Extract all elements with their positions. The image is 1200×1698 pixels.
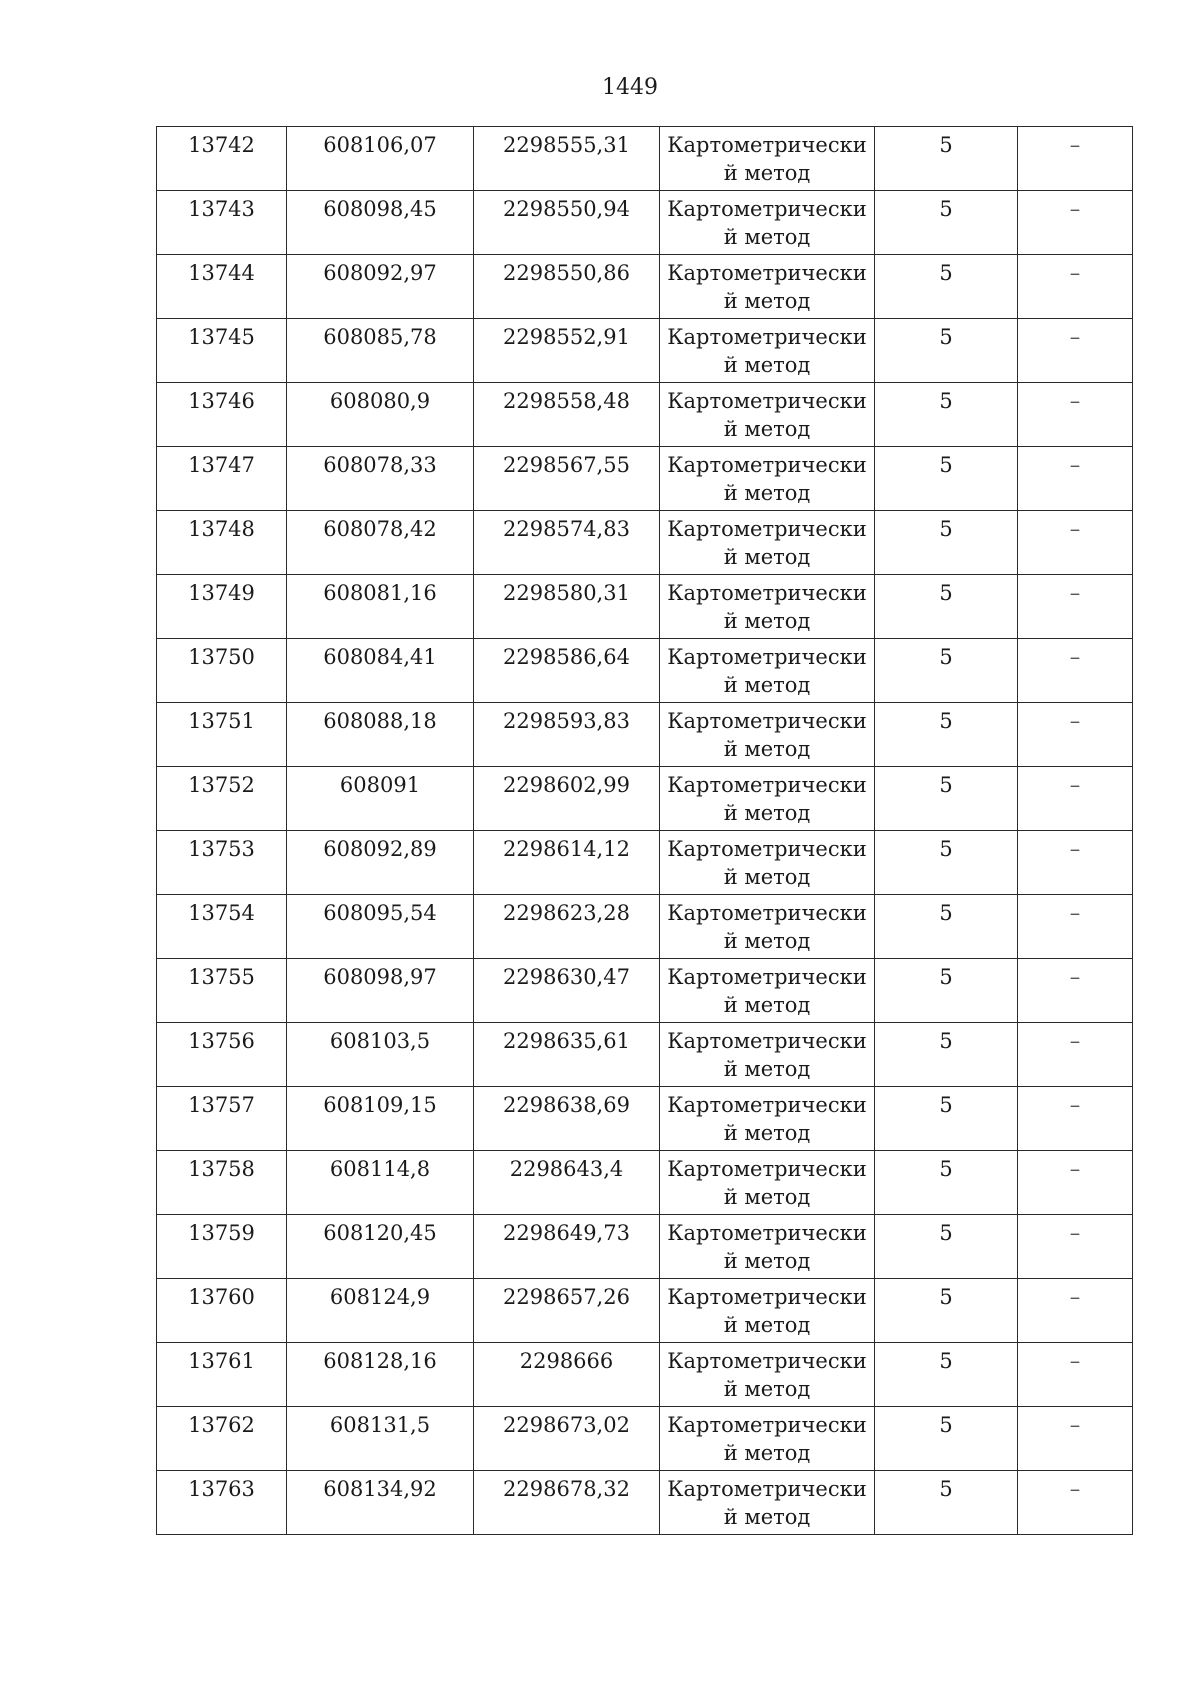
y-coordinate-cell <box>474 447 660 511</box>
x-coordinate-cell <box>287 831 474 895</box>
x-coordinate-cell <box>287 1215 474 1279</box>
note-cell-text: – <box>1069 837 1081 861</box>
accuracy-cell-text: 5 <box>939 1029 953 1053</box>
y-coordinate-cell-text: 2298593,83 <box>503 709 630 733</box>
point-number-cell-text: 13751 <box>188 709 255 733</box>
point-number-cell <box>157 831 287 895</box>
point-number-cell-text: 13744 <box>188 261 255 285</box>
note-cell-text: – <box>1069 1221 1081 1245</box>
table-row <box>157 959 1133 1023</box>
x-coordinate-cell <box>287 575 474 639</box>
method-cell-text: Картометрически й метод <box>667 261 867 313</box>
accuracy-cell-text: 5 <box>939 1349 953 1373</box>
point-number-cell-text: 13757 <box>188 1093 255 1117</box>
x-coordinate-cell <box>287 767 474 831</box>
x-coordinate-cell <box>287 511 474 575</box>
method-cell <box>660 1343 875 1407</box>
note-cell <box>1018 127 1133 191</box>
table-row <box>157 1279 1133 1343</box>
note-cell <box>1018 447 1133 511</box>
point-number-cell-text: 13755 <box>188 965 255 989</box>
note-cell-text: – <box>1069 197 1081 221</box>
note-cell <box>1018 703 1133 767</box>
accuracy-cell <box>875 319 1018 383</box>
accuracy-cell <box>875 959 1018 1023</box>
table-row <box>157 383 1133 447</box>
x-coordinate-cell <box>287 1151 474 1215</box>
point-number-cell-text: 13756 <box>188 1029 255 1053</box>
note-cell-text: – <box>1069 1285 1081 1309</box>
y-coordinate-cell <box>474 767 660 831</box>
note-cell <box>1018 831 1133 895</box>
x-coordinate-cell-text: 608095,54 <box>323 901 437 925</box>
table-row <box>157 831 1133 895</box>
x-coordinate-cell-text: 608092,97 <box>323 261 437 285</box>
point-number-cell-text: 13753 <box>188 837 255 861</box>
point-number-cell-text: 13748 <box>188 517 255 541</box>
accuracy-cell-text: 5 <box>939 389 953 413</box>
table-row <box>157 319 1133 383</box>
point-number-cell <box>157 1151 287 1215</box>
y-coordinate-cell-text: 2298552,91 <box>503 325 630 349</box>
method-cell <box>660 575 875 639</box>
x-coordinate-cell-text: 608098,45 <box>323 197 437 221</box>
x-coordinate-cell-text: 608085,78 <box>323 325 437 349</box>
point-number-cell <box>157 1215 287 1279</box>
note-cell-text: – <box>1069 1157 1081 1181</box>
point-number-cell <box>157 1023 287 1087</box>
x-coordinate-cell <box>287 255 474 319</box>
x-coordinate-cell <box>287 959 474 1023</box>
accuracy-cell <box>875 1215 1018 1279</box>
note-cell-text: – <box>1069 1029 1081 1053</box>
accuracy-cell-text: 5 <box>939 1413 953 1437</box>
y-coordinate-cell <box>474 1215 660 1279</box>
accuracy-cell-text: 5 <box>939 1285 953 1309</box>
x-coordinate-cell <box>287 1087 474 1151</box>
y-coordinate-cell <box>474 1471 660 1535</box>
y-coordinate-cell <box>474 1151 660 1215</box>
method-cell-text: Картометрически й метод <box>667 581 867 633</box>
x-coordinate-cell <box>287 1279 474 1343</box>
point-number-cell <box>157 383 287 447</box>
method-cell <box>660 191 875 255</box>
point-number-cell-text: 13745 <box>188 325 255 349</box>
y-coordinate-cell <box>474 511 660 575</box>
accuracy-cell-text: 5 <box>939 709 953 733</box>
accuracy-cell-text: 5 <box>939 261 953 285</box>
point-number-cell <box>157 895 287 959</box>
note-cell <box>1018 1023 1133 1087</box>
point-number-cell-text: 13747 <box>188 453 255 477</box>
method-cell-text: Картометрически й метод <box>667 1157 867 1209</box>
accuracy-cell-text: 5 <box>939 1093 953 1117</box>
method-cell-text: Картометрически й метод <box>667 197 867 249</box>
y-coordinate-cell-text: 2298657,26 <box>503 1285 630 1309</box>
method-cell <box>660 383 875 447</box>
table-row <box>157 447 1133 511</box>
accuracy-cell <box>875 1023 1018 1087</box>
coordinates-table-body <box>157 127 1133 1535</box>
method-cell-text: Картометрически й метод <box>667 1285 867 1337</box>
x-coordinate-cell-text: 608078,33 <box>323 453 437 477</box>
table-row <box>157 1343 1133 1407</box>
accuracy-cell-text: 5 <box>939 1157 953 1181</box>
method-cell <box>660 639 875 703</box>
table-row <box>157 255 1133 319</box>
y-coordinate-cell-text: 2298558,48 <box>503 389 630 413</box>
x-coordinate-cell-text: 608088,18 <box>323 709 437 733</box>
accuracy-cell <box>875 127 1018 191</box>
table-row <box>157 1407 1133 1471</box>
point-number-cell <box>157 511 287 575</box>
x-coordinate-cell <box>287 1471 474 1535</box>
y-coordinate-cell-text: 2298614,12 <box>503 837 630 861</box>
x-coordinate-cell-text: 608078,42 <box>323 517 437 541</box>
point-number-cell-text: 13750 <box>188 645 255 669</box>
table-row <box>157 1151 1133 1215</box>
y-coordinate-cell-text: 2298678,32 <box>503 1477 630 1501</box>
x-coordinate-cell <box>287 703 474 767</box>
accuracy-cell <box>875 639 1018 703</box>
x-coordinate-cell <box>287 319 474 383</box>
x-coordinate-cell <box>287 191 474 255</box>
y-coordinate-cell <box>474 959 660 1023</box>
point-number-cell <box>157 703 287 767</box>
accuracy-cell <box>875 255 1018 319</box>
point-number-cell-text: 13752 <box>188 773 255 797</box>
x-coordinate-cell <box>287 639 474 703</box>
method-cell-text: Картометрически й метод <box>667 133 867 185</box>
method-cell-text: Картометрически й метод <box>667 837 867 889</box>
accuracy-cell <box>875 1471 1018 1535</box>
accuracy-cell <box>875 895 1018 959</box>
point-number-cell <box>157 1279 287 1343</box>
point-number-cell <box>157 255 287 319</box>
method-cell <box>660 1151 875 1215</box>
point-number-cell-text: 13743 <box>188 197 255 221</box>
y-coordinate-cell-text: 2298666 <box>519 1349 614 1373</box>
note-cell-text: – <box>1069 965 1081 989</box>
method-cell-text: Картометрически й метод <box>667 709 867 761</box>
x-coordinate-cell-text: 608092,89 <box>323 837 437 861</box>
y-coordinate-cell <box>474 1087 660 1151</box>
accuracy-cell-text: 5 <box>939 645 953 669</box>
accuracy-cell <box>875 1087 1018 1151</box>
y-coordinate-cell-text: 2298567,55 <box>503 453 630 477</box>
accuracy-cell-text: 5 <box>939 773 953 797</box>
note-cell-text: – <box>1069 261 1081 285</box>
point-number-cell <box>157 575 287 639</box>
note-cell-text: – <box>1069 1349 1081 1373</box>
x-coordinate-cell-text: 608103,5 <box>329 1029 431 1053</box>
x-coordinate-cell-text: 608109,15 <box>323 1093 437 1117</box>
accuracy-cell-text: 5 <box>939 901 953 925</box>
table-row <box>157 1023 1133 1087</box>
y-coordinate-cell <box>474 703 660 767</box>
accuracy-cell-text: 5 <box>939 453 953 477</box>
note-cell <box>1018 511 1133 575</box>
method-cell-text: Картометрически й метод <box>667 1093 867 1145</box>
y-coordinate-cell <box>474 575 660 639</box>
method-cell <box>660 1279 875 1343</box>
note-cell-text: – <box>1069 1413 1081 1437</box>
y-coordinate-cell <box>474 383 660 447</box>
x-coordinate-cell-text: 608131,5 <box>329 1413 431 1437</box>
point-number-cell <box>157 1471 287 1535</box>
x-coordinate-cell-text: 608098,97 <box>323 965 437 989</box>
note-cell-text: – <box>1069 133 1081 157</box>
y-coordinate-cell-text: 2298602,99 <box>503 773 630 797</box>
y-coordinate-cell-text: 2298635,61 <box>503 1029 630 1053</box>
y-coordinate-cell <box>474 1407 660 1471</box>
point-number-cell <box>157 447 287 511</box>
method-cell <box>660 1215 875 1279</box>
y-coordinate-cell-text: 2298630,47 <box>503 965 630 989</box>
point-number-cell-text: 13758 <box>188 1157 255 1181</box>
note-cell <box>1018 1407 1133 1471</box>
method-cell <box>660 511 875 575</box>
x-coordinate-cell <box>287 1407 474 1471</box>
accuracy-cell <box>875 511 1018 575</box>
y-coordinate-cell-text: 2298623,28 <box>503 901 630 925</box>
point-number-cell-text: 13763 <box>188 1477 255 1501</box>
y-coordinate-cell <box>474 1343 660 1407</box>
method-cell <box>660 255 875 319</box>
point-number-cell <box>157 767 287 831</box>
accuracy-cell <box>875 1343 1018 1407</box>
table-row <box>157 127 1133 191</box>
y-coordinate-cell <box>474 639 660 703</box>
method-cell <box>660 447 875 511</box>
note-cell-text: – <box>1069 645 1081 669</box>
x-coordinate-cell-text: 608134,92 <box>323 1477 437 1501</box>
y-coordinate-cell-text: 2298586,64 <box>503 645 630 669</box>
point-number-cell <box>157 639 287 703</box>
note-cell <box>1018 255 1133 319</box>
x-coordinate-cell <box>287 895 474 959</box>
method-cell-text: Картометрически й метод <box>667 773 867 825</box>
method-cell <box>660 1087 875 1151</box>
x-coordinate-cell <box>287 1023 474 1087</box>
point-number-cell-text: 13749 <box>188 581 255 605</box>
method-cell-text: Картометрически й метод <box>667 1413 867 1465</box>
y-coordinate-cell-text: 2298649,73 <box>503 1221 630 1245</box>
coordinates-table <box>156 126 1133 1535</box>
page-number: 1449 <box>602 75 658 100</box>
accuracy-cell <box>875 447 1018 511</box>
method-cell <box>660 1023 875 1087</box>
x-coordinate-cell <box>287 447 474 511</box>
y-coordinate-cell <box>474 255 660 319</box>
accuracy-cell-text: 5 <box>939 197 953 221</box>
note-cell <box>1018 1279 1133 1343</box>
x-coordinate-cell-text: 608084,41 <box>323 645 437 669</box>
point-number-cell-text: 13761 <box>188 1349 255 1373</box>
y-coordinate-cell <box>474 1023 660 1087</box>
method-cell <box>660 767 875 831</box>
method-cell <box>660 127 875 191</box>
accuracy-cell <box>875 831 1018 895</box>
accuracy-cell-text: 5 <box>939 325 953 349</box>
note-cell <box>1018 383 1133 447</box>
point-number-cell <box>157 127 287 191</box>
y-coordinate-cell-text: 2298580,31 <box>503 581 630 605</box>
accuracy-cell <box>875 1407 1018 1471</box>
note-cell <box>1018 959 1133 1023</box>
note-cell-text: – <box>1069 517 1081 541</box>
note-cell-text: – <box>1069 901 1081 925</box>
x-coordinate-cell <box>287 1343 474 1407</box>
point-number-cell <box>157 1407 287 1471</box>
accuracy-cell <box>875 1151 1018 1215</box>
note-cell-text: – <box>1069 389 1081 413</box>
note-cell <box>1018 191 1133 255</box>
accuracy-cell-text: 5 <box>939 1477 953 1501</box>
method-cell-text: Картометрически й метод <box>667 325 867 377</box>
point-number-cell <box>157 319 287 383</box>
note-cell-text: – <box>1069 1477 1081 1501</box>
point-number-cell-text: 13762 <box>188 1413 255 1437</box>
note-cell <box>1018 1471 1133 1535</box>
method-cell <box>660 1407 875 1471</box>
y-coordinate-cell-text: 2298574,83 <box>503 517 630 541</box>
accuracy-cell <box>875 767 1018 831</box>
note-cell-text: – <box>1069 453 1081 477</box>
y-coordinate-cell-text: 2298555,31 <box>503 133 630 157</box>
accuracy-cell <box>875 1279 1018 1343</box>
y-coordinate-cell <box>474 1279 660 1343</box>
table-row <box>157 511 1133 575</box>
y-coordinate-cell <box>474 127 660 191</box>
method-cell <box>660 319 875 383</box>
point-number-cell <box>157 191 287 255</box>
table-row <box>157 767 1133 831</box>
table-row <box>157 575 1133 639</box>
table-row <box>157 895 1133 959</box>
accuracy-cell <box>875 191 1018 255</box>
point-number-cell-text: 13742 <box>188 133 255 157</box>
note-cell <box>1018 575 1133 639</box>
table-row <box>157 639 1133 703</box>
method-cell-text: Картометрически й метод <box>667 453 867 505</box>
accuracy-cell-text: 5 <box>939 1221 953 1245</box>
y-coordinate-cell-text: 2298638,69 <box>503 1093 630 1117</box>
x-coordinate-cell-text: 608128,16 <box>323 1349 437 1373</box>
note-cell-text: – <box>1069 325 1081 349</box>
x-coordinate-cell-text: 608080,9 <box>329 389 431 413</box>
accuracy-cell-text: 5 <box>939 517 953 541</box>
y-coordinate-cell <box>474 831 660 895</box>
method-cell-text: Картометрически й метод <box>667 901 867 953</box>
method-cell-text: Картометрически й метод <box>667 965 867 1017</box>
point-number-cell <box>157 959 287 1023</box>
x-coordinate-cell <box>287 127 474 191</box>
note-cell <box>1018 1151 1133 1215</box>
note-cell <box>1018 1343 1133 1407</box>
method-cell <box>660 703 875 767</box>
y-coordinate-cell-text: 2298673,02 <box>503 1413 630 1437</box>
note-cell <box>1018 1215 1133 1279</box>
note-cell-text: – <box>1069 709 1081 733</box>
accuracy-cell-text: 5 <box>939 965 953 989</box>
method-cell-text: Картометрически й метод <box>667 1221 867 1273</box>
method-cell-text: Картометрически й метод <box>667 645 867 697</box>
point-number-cell-text: 13759 <box>188 1221 255 1245</box>
note-cell <box>1018 639 1133 703</box>
note-cell <box>1018 895 1133 959</box>
accuracy-cell <box>875 383 1018 447</box>
table-row <box>157 1471 1133 1535</box>
x-coordinate-cell-text: 608114,8 <box>329 1157 431 1181</box>
y-coordinate-cell-text: 2298550,94 <box>503 197 630 221</box>
y-coordinate-cell <box>474 191 660 255</box>
accuracy-cell-text: 5 <box>939 837 953 861</box>
note-cell <box>1018 1087 1133 1151</box>
y-coordinate-cell <box>474 895 660 959</box>
note-cell <box>1018 319 1133 383</box>
y-coordinate-cell-text: 2298643,4 <box>509 1157 624 1181</box>
x-coordinate-cell-text: 608124,9 <box>329 1285 431 1309</box>
method-cell-text: Картометрически й метод <box>667 389 867 441</box>
method-cell-text: Картометрически й метод <box>667 1029 867 1081</box>
point-number-cell-text: 13760 <box>188 1285 255 1309</box>
accuracy-cell-text: 5 <box>939 581 953 605</box>
x-coordinate-cell-text: 608091 <box>339 773 421 797</box>
point-number-cell <box>157 1087 287 1151</box>
point-number-cell <box>157 1343 287 1407</box>
note-cell-text: – <box>1069 1093 1081 1117</box>
method-cell <box>660 959 875 1023</box>
y-coordinate-cell-text: 2298550,86 <box>503 261 630 285</box>
note-cell-text: – <box>1069 773 1081 797</box>
note-cell-text: – <box>1069 581 1081 605</box>
x-coordinate-cell-text: 608106,07 <box>323 133 437 157</box>
table-row <box>157 703 1133 767</box>
method-cell <box>660 1471 875 1535</box>
note-cell <box>1018 767 1133 831</box>
method-cell <box>660 895 875 959</box>
method-cell-text: Картометрически й метод <box>667 1349 867 1401</box>
x-coordinate-cell-text: 608081,16 <box>323 581 437 605</box>
method-cell-text: Картометрически й метод <box>667 1477 867 1529</box>
accuracy-cell <box>875 575 1018 639</box>
table-row <box>157 191 1133 255</box>
table-row <box>157 1087 1133 1151</box>
table-row <box>157 1215 1133 1279</box>
point-number-cell-text: 13746 <box>188 389 255 413</box>
point-number-cell-text: 13754 <box>188 901 255 925</box>
method-cell <box>660 831 875 895</box>
x-coordinate-cell-text: 608120,45 <box>323 1221 437 1245</box>
accuracy-cell-text: 5 <box>939 133 953 157</box>
accuracy-cell <box>875 703 1018 767</box>
method-cell-text: Картометрически й метод <box>667 517 867 569</box>
x-coordinate-cell <box>287 383 474 447</box>
y-coordinate-cell <box>474 319 660 383</box>
